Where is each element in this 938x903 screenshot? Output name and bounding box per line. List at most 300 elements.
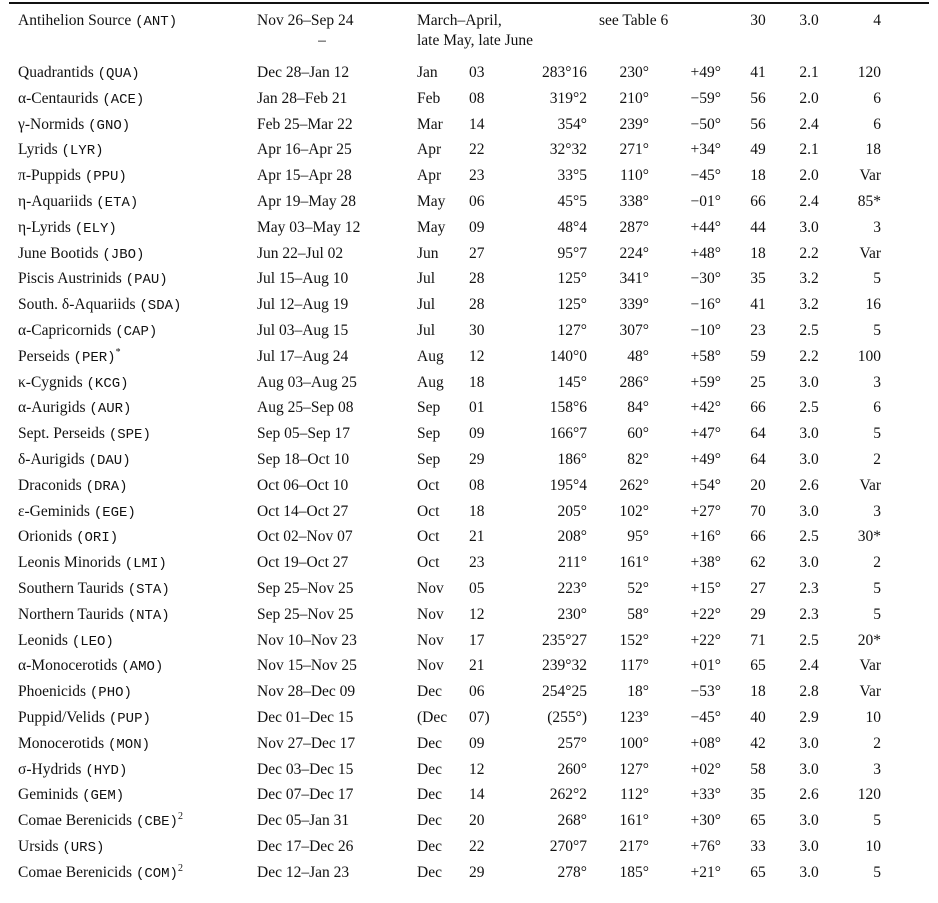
solar-longitude-cell: 45°5	[557, 192, 587, 210]
maximum-day-cell: 30	[469, 321, 485, 339]
velocity-cell: 59	[750, 347, 766, 365]
solar-longitude-cell: 319°2	[549, 89, 587, 107]
activity-cell: Nov 27–Dec 17	[257, 734, 356, 752]
maximum-day-cell: 08	[469, 89, 485, 107]
velocity-cell: 64	[750, 425, 766, 443]
maximum-day-cell: 23	[469, 554, 485, 572]
shower-name-cell	[18, 164, 257, 190]
shower-code: (ORI)	[76, 530, 119, 547]
top-rule	[9, 2, 929, 4]
shower-name-cell	[18, 87, 257, 113]
shower-name-cell	[18, 216, 257, 242]
velocity-cell: 56	[750, 89, 766, 107]
activity-cell: Oct 19–Oct 27	[257, 554, 349, 572]
declination-cell: −45°	[690, 708, 721, 726]
activity-cell: Apr 15–Apr 28	[257, 167, 352, 185]
activity-cell: Sep 25–Nov 25	[257, 605, 354, 623]
maximum-day-cell: 06	[469, 683, 485, 701]
shower-code: (PER)	[73, 349, 116, 366]
table-row	[18, 190, 881, 216]
shower-name: π-Puppids	[18, 167, 81, 185]
maximum-cell	[417, 11, 597, 53]
shower-code: (ELY)	[74, 220, 117, 237]
footnote-marker: 2	[177, 862, 183, 874]
maximum-month-cell: Sep	[417, 399, 441, 417]
population-index-cell: 2.9	[799, 708, 819, 726]
shower-code: (DAU)	[88, 452, 131, 469]
maximum-month-cell: Apr	[417, 141, 442, 159]
shower-name: α-Capricornids	[18, 321, 112, 339]
velocity-cell: 25	[750, 373, 766, 391]
declination-cell: +76°	[690, 837, 721, 855]
right-ascension-cell: 287°	[619, 218, 649, 236]
table-row	[18, 500, 881, 526]
shower-name-cell	[18, 654, 257, 680]
table-row	[18, 319, 881, 345]
zhr-cell: 5	[873, 321, 881, 339]
activity-dash: –	[318, 32, 326, 49]
activity-cell: Nov 10–Nov 23	[257, 631, 357, 649]
shower-code: (ETA)	[96, 194, 139, 211]
velocity-cell: 65	[750, 812, 766, 830]
maximum-month-cell: Sep	[417, 425, 441, 443]
velocity-cell: 56	[750, 115, 766, 133]
shower-code: (EGE)	[93, 504, 136, 521]
zhr-cell: 5	[873, 579, 881, 597]
velocity-cell: 35	[750, 270, 766, 288]
shower-name-cell	[18, 629, 257, 655]
shower-name: Perseids	[18, 347, 70, 365]
shower-name-cell	[18, 525, 257, 551]
activity-cell: Jun 22–Jul 02	[257, 244, 344, 262]
maximum-day-cell: 14	[469, 786, 485, 804]
velocity-cell: 18	[750, 244, 766, 262]
declination-cell: +44°	[690, 218, 721, 236]
right-ascension-cell: 338°	[619, 192, 649, 210]
declination-cell: +38°	[690, 554, 721, 572]
activity-cell: Aug 25–Sep 08	[257, 399, 354, 417]
shower-name: Puppid/Velids	[18, 708, 105, 726]
solar-longitude-cell: 254°25	[542, 683, 587, 701]
solar-longitude-cell: 125°	[557, 296, 587, 314]
shower-name: σ-Hydrids	[18, 760, 82, 778]
maximum-day-cell: 20	[469, 812, 485, 830]
velocity-cell: 66	[750, 528, 766, 546]
declination-cell: −01°	[690, 192, 721, 210]
shower-code: (DRA)	[85, 478, 128, 495]
shower-name-cell	[18, 190, 257, 216]
maximum-month-cell: Oct	[417, 554, 440, 572]
population-index-cell: 2.0	[799, 167, 819, 185]
meteor-shower-table	[18, 11, 881, 887]
solar-longitude-cell: 32°32	[549, 141, 587, 159]
solar-longitude-cell: 211°	[558, 554, 587, 572]
maximum-line1: March–April,	[417, 12, 502, 29]
shower-name: Geminids	[18, 786, 79, 804]
solar-longitude-cell: 33°5	[557, 167, 587, 185]
declination-cell: +22°	[690, 631, 721, 649]
right-ascension-cell: 339°	[619, 296, 649, 314]
solar-longitude-cell: 230°	[557, 605, 587, 623]
zhr-cell: 85*	[857, 192, 881, 210]
shower-name-cell	[18, 396, 257, 422]
solar-longitude-cell: 145°	[557, 373, 587, 391]
right-ascension-cell: 117°	[620, 657, 649, 675]
right-ascension-cell: 341°	[619, 270, 649, 288]
maximum-month-cell: Oct	[417, 502, 440, 520]
activity-cell: Dec 01–Dec 15	[257, 708, 354, 726]
zhr-cell: 5	[873, 605, 881, 623]
shower-code: (LEO)	[71, 633, 114, 650]
maximum-month-cell: Dec	[417, 760, 442, 778]
velocity-cell: 62	[750, 554, 766, 572]
shower-name-cell	[18, 474, 257, 500]
declination-cell: +47°	[690, 425, 721, 443]
population-index-cell: 2.5	[799, 321, 819, 339]
activity-cell: Apr 19–May 28	[257, 192, 357, 210]
maximum-month-cell: Dec	[417, 863, 442, 881]
declination-cell: +48°	[690, 244, 721, 262]
right-ascension-cell: 217°	[619, 837, 649, 855]
velocity-cell: 27	[750, 579, 766, 597]
declination-cell: −10°	[690, 321, 721, 339]
maximum-day-cell: 08	[469, 476, 485, 494]
maximum-day-cell: 18	[469, 373, 485, 391]
right-ascension-cell: 230°	[619, 64, 649, 81]
zhr-cell: Var	[859, 244, 881, 262]
shower-code: (MON)	[107, 736, 150, 753]
shower-code: (AMO)	[121, 659, 164, 676]
declination-cell: +30°	[690, 812, 721, 830]
shower-name: Leonis Minorids	[18, 554, 121, 572]
population-index-cell: 3.0	[799, 502, 819, 520]
maximum-month-cell: Nov	[417, 631, 444, 649]
population-index-cell: 3.0	[799, 734, 819, 752]
shower-name-cell	[18, 422, 257, 448]
zhr-cell: 3	[873, 502, 881, 520]
shower-code: (STA)	[127, 581, 170, 598]
activity-cell: Jul 17–Aug 24	[257, 347, 349, 365]
activity-cell: Apr 16–Apr 25	[257, 141, 352, 159]
maximum-line2: late May, late June	[417, 32, 534, 49]
right-ascension-cell: 58°	[627, 605, 649, 623]
zhr-cell: 2	[873, 554, 881, 572]
solar-longitude-cell: (255°)	[547, 708, 587, 726]
shower-name-cell	[18, 267, 257, 293]
population-index-cell: 2.4	[799, 192, 819, 210]
right-ascension-cell: 100°	[619, 734, 649, 752]
table-row	[18, 422, 881, 448]
table-row	[18, 61, 881, 87]
maximum-day-cell: 22	[469, 141, 485, 159]
population-index-cell: 3.0	[799, 12, 819, 29]
zhr-cell: 3	[873, 218, 881, 236]
activity-cell: Jul 15–Aug 10	[257, 270, 349, 288]
maximum-month-cell: Dec	[417, 734, 442, 752]
zhr-cell: 120	[857, 786, 881, 804]
maximum-month-cell: Aug	[417, 373, 444, 391]
declination-cell: +16°	[690, 528, 721, 546]
maximum-day-cell: 14	[469, 115, 485, 133]
shower-name: Southern Taurids	[18, 579, 124, 597]
table-row	[18, 345, 881, 371]
declination-cell: +58°	[690, 347, 721, 365]
declination-cell: +22°	[690, 605, 721, 623]
population-index-cell: 3.0	[799, 373, 819, 391]
maximum-day-cell: 05	[469, 579, 485, 597]
table-row	[18, 603, 881, 629]
zhr-cell: 3	[873, 373, 881, 391]
population-index-cell: 2.2	[799, 244, 819, 262]
shower-name-cell	[18, 500, 257, 526]
maximum-day-cell: 18	[469, 502, 485, 520]
velocity-cell: 29	[750, 605, 766, 623]
zhr-cell: 5	[873, 812, 881, 830]
shower-name: Antihelion Source	[18, 12, 132, 29]
zhr-cell: 10	[865, 837, 881, 855]
shower-name-cell	[18, 371, 257, 397]
shower-name: α-Monocerotids	[18, 657, 118, 675]
activity-cell: Sep 05–Sep 17	[257, 425, 350, 443]
shower-name-cell	[18, 809, 257, 835]
activity-cell: Dec 03–Dec 15	[257, 760, 354, 778]
shower-name: η-Lyrids	[18, 218, 71, 236]
footnote-marker: 2	[177, 810, 183, 822]
velocity-cell: 35	[750, 786, 766, 804]
population-index-cell: 3.0	[799, 218, 819, 236]
maximum-day-cell: 06	[469, 192, 485, 210]
table-row	[18, 732, 881, 758]
maximum-month-cell: Jul	[417, 296, 436, 314]
maximum-month-cell: Oct	[417, 476, 440, 494]
zhr-cell: 16	[865, 296, 881, 314]
table-row	[18, 809, 881, 835]
table-row	[18, 267, 881, 293]
right-ascension-cell: 152°	[619, 631, 649, 649]
population-index-cell: 2.6	[799, 786, 819, 804]
solar-longitude-cell: 283°16	[542, 64, 587, 81]
maximum-day-cell: 12	[469, 347, 485, 365]
shower-name: Ursids	[18, 837, 59, 855]
solar-longitude-cell: 270°7	[549, 837, 587, 855]
maximum-day-cell: 12	[469, 605, 485, 623]
population-index-cell: 3.2	[799, 270, 819, 288]
population-index-cell: 2.8	[799, 683, 819, 701]
declination-cell: +33°	[690, 786, 721, 804]
shower-code: (PPU)	[84, 169, 127, 186]
shower-name: Quadrantids	[18, 64, 94, 81]
right-ascension-cell: 262°	[619, 476, 649, 494]
declination-cell: −50°	[690, 115, 721, 133]
zhr-cell: 3	[873, 760, 881, 778]
right-ascension-cell: 286°	[619, 373, 649, 391]
zhr-cell: Var	[859, 657, 881, 675]
activity-cell: Jul 12–Aug 19	[257, 296, 349, 314]
velocity-cell: 42	[750, 734, 766, 752]
right-ascension-cell: 185°	[619, 863, 649, 881]
maximum-month-cell: Oct	[417, 528, 440, 546]
maximum-month-cell: May	[417, 218, 446, 236]
table-row	[18, 835, 881, 861]
activity-cell	[257, 11, 417, 53]
velocity-cell: 40	[750, 708, 766, 726]
shower-name-cell	[18, 835, 257, 861]
population-index-cell: 2.5	[799, 528, 819, 546]
solar-longitude-cell: 140°0	[549, 347, 587, 365]
shower-name: Comae Berenicids	[18, 812, 133, 830]
table-row	[18, 525, 881, 551]
maximum-month-cell: Apr	[417, 167, 442, 185]
solar-longitude-cell: 278°	[557, 863, 587, 881]
right-ascension-cell: 123°	[619, 708, 649, 726]
table-row	[18, 396, 881, 422]
table-row	[18, 113, 881, 139]
maximum-month-cell: (Dec	[417, 708, 448, 726]
maximum-day-cell: 28	[469, 270, 485, 288]
population-index-cell: 2.2	[799, 347, 819, 365]
right-ascension-cell: 112°	[620, 786, 649, 804]
zhr-cell: 2	[873, 734, 881, 752]
population-index-cell: 3.0	[799, 812, 819, 830]
maximum-month-cell: Jan	[417, 64, 438, 81]
declination-cell: +34°	[690, 141, 721, 159]
maximum-month-cell: Dec	[417, 812, 442, 830]
radiant-cell: see Table 6	[599, 12, 669, 29]
shower-name: Comae Berenicids	[18, 863, 133, 881]
solar-longitude-cell: 239°32	[542, 657, 587, 675]
velocity-cell: 71	[750, 631, 766, 649]
maximum-day-cell: 01	[469, 399, 485, 417]
zhr-cell: 10	[865, 708, 881, 726]
right-ascension-cell: 271°	[619, 141, 649, 159]
declination-cell: +59°	[690, 373, 721, 391]
maximum-day-cell: 09	[469, 218, 485, 236]
population-index-cell: 3.0	[799, 760, 819, 778]
right-ascension-cell: 110°	[620, 167, 649, 185]
shower-name: South. δ-Aquariids	[18, 296, 136, 314]
shower-code: (GEM)	[82, 788, 125, 805]
table-row	[18, 629, 881, 655]
velocity-cell: 58	[750, 760, 766, 778]
right-ascension-cell: 239°	[619, 115, 649, 133]
velocity-cell: 23	[750, 321, 766, 339]
activity-cell: Dec 28–Jan 12	[257, 64, 350, 81]
activity-cell: Dec 05–Jan 31	[257, 812, 350, 830]
solar-longitude-cell: 223°	[557, 579, 587, 597]
solar-longitude-cell: 195°4	[549, 476, 587, 494]
spacer-row	[18, 53, 881, 61]
shower-name: Orionids	[18, 528, 73, 546]
velocity-cell: 70	[750, 502, 766, 520]
shower-code: (CBE)	[135, 814, 178, 831]
shower-name: κ-Cygnids	[18, 373, 83, 391]
zhr-cell: 6	[873, 89, 881, 107]
zhr-cell: 6	[873, 399, 881, 417]
population-index-cell: 2.4	[799, 115, 819, 133]
maximum-day-cell: 09	[469, 734, 485, 752]
velocity-cell: 44	[750, 218, 766, 236]
zhr-cell: 5	[873, 425, 881, 443]
maximum-month-cell: Feb	[417, 89, 441, 107]
declination-cell: +02°	[690, 760, 721, 778]
shower-name-cell	[18, 138, 257, 164]
shower-name-cell	[18, 783, 257, 809]
solar-longitude-cell: 208°	[557, 528, 587, 546]
shower-name-cell	[18, 11, 257, 53]
table-row	[18, 861, 881, 887]
shower-name: α-Aurigids	[18, 399, 86, 417]
declination-cell: +21°	[690, 863, 721, 881]
right-ascension-cell: 127°	[619, 760, 649, 778]
maximum-month-cell: Nov	[417, 579, 444, 597]
population-index-cell: 2.3	[799, 605, 819, 623]
shower-code: (LMI)	[124, 556, 167, 573]
activity-cell: Oct 06–Oct 10	[257, 476, 349, 494]
velocity-cell: 65	[750, 657, 766, 675]
right-ascension-cell: 307°	[619, 321, 649, 339]
maximum-month-cell: Jun	[417, 244, 439, 262]
table-row	[18, 577, 881, 603]
population-index-cell: 3.0	[799, 450, 819, 468]
maximum-day-cell: 28	[469, 296, 485, 314]
solar-longitude-cell: 354°	[557, 115, 587, 133]
maximum-day-cell: 29	[469, 863, 485, 881]
right-ascension-cell: 52°	[627, 579, 649, 597]
table-row	[18, 138, 881, 164]
zhr-cell: 2	[873, 450, 881, 468]
maximum-month-cell: Nov	[417, 657, 444, 675]
shower-code: (ANT)	[135, 14, 178, 30]
population-index-cell: 2.0	[799, 89, 819, 107]
declination-cell: +42°	[690, 399, 721, 417]
shower-code: (LYR)	[61, 143, 104, 160]
velocity-cell: 66	[750, 192, 766, 210]
shower-name-cell	[18, 706, 257, 732]
population-index-cell: 2.6	[799, 476, 819, 494]
solar-longitude-cell: 268°	[557, 812, 587, 830]
right-ascension-cell: 82°	[627, 450, 649, 468]
right-ascension-cell: 224°	[619, 244, 649, 262]
shower-code: (GNO)	[88, 117, 131, 134]
activity-cell: Nov 15–Nov 25	[257, 657, 357, 675]
activity-cell: Oct 14–Oct 27	[257, 502, 349, 520]
shower-name: Draconids	[18, 476, 82, 494]
shower-code: (PUP)	[108, 710, 151, 727]
velocity-cell: 41	[750, 64, 766, 81]
population-index-cell: 2.5	[799, 399, 819, 417]
shower-code: (ACE)	[102, 91, 145, 108]
maximum-day-cell: 21	[469, 657, 485, 675]
table-row	[18, 293, 881, 319]
population-index-cell: 2.1	[799, 64, 819, 81]
shower-name-cell	[18, 551, 257, 577]
shower-code: (KCG)	[86, 375, 129, 392]
shower-name-cell	[18, 113, 257, 139]
activity-cell: Sep 25–Nov 25	[257, 579, 354, 597]
table-row	[18, 164, 881, 190]
population-index-cell: 2.5	[799, 631, 819, 649]
shower-name-cell	[18, 861, 257, 887]
footnote-marker: *	[115, 346, 121, 358]
solar-longitude-cell: 262°2	[549, 786, 587, 804]
population-index-cell: 3.2	[799, 296, 819, 314]
zhr-cell: 20*	[857, 631, 881, 649]
zhr-cell: 18	[865, 141, 881, 159]
maximum-day-cell: 21	[469, 528, 485, 546]
velocity-cell: 18	[750, 167, 766, 185]
declination-cell: +27°	[690, 502, 721, 520]
maximum-day-cell: 23	[469, 167, 485, 185]
